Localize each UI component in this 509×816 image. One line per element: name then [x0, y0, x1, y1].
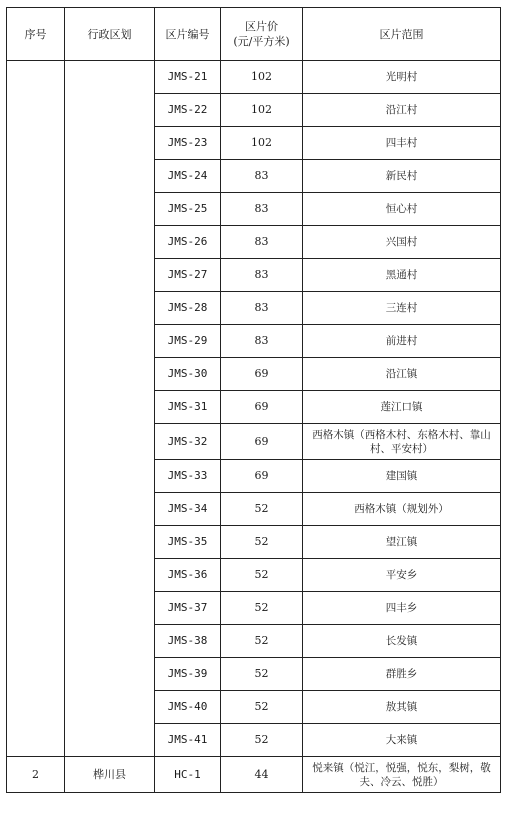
cell-code: JMS-25: [155, 193, 221, 226]
header-price-line2: (元/平方米): [233, 35, 290, 48]
cell-code: JMS-39: [155, 658, 221, 691]
cell-range: 莲江口镇: [303, 391, 501, 424]
cell-range: 四丰乡: [303, 592, 501, 625]
cell-price: 102: [221, 61, 303, 94]
cell-price: 69: [221, 391, 303, 424]
cell-seq-merged: [7, 61, 65, 757]
table-row: [7, 61, 501, 94]
header-price-line1: 区片价: [245, 20, 278, 33]
cell-price: 69: [221, 358, 303, 391]
cell-district-merged: [65, 61, 155, 757]
cell-range: 沿江村: [303, 94, 501, 127]
cell-range: 三连村: [303, 292, 501, 325]
cell-code: JMS-28: [155, 292, 221, 325]
cell-code: JMS-33: [155, 460, 221, 493]
cell-range: 望江镇: [303, 526, 501, 559]
cell-price: 52: [221, 526, 303, 559]
cell-price: 69: [221, 460, 303, 493]
cell-price: 52: [221, 559, 303, 592]
cell-code: JMS-41: [155, 724, 221, 757]
cell-range: 前进村: [303, 325, 501, 358]
cell-code: JMS-36: [155, 559, 221, 592]
land-price-table: [6, 7, 501, 793]
cell-price: 52: [221, 691, 303, 724]
cell-range: 西格木镇（西格木村、东格木村、靠山村、平安村）: [303, 424, 501, 460]
cell-price: 44: [221, 757, 303, 793]
cell-range: 西格木镇（规划外）: [303, 493, 501, 526]
cell-range: 平安乡: [303, 559, 501, 592]
cell-code: JMS-22: [155, 94, 221, 127]
cell-price: 52: [221, 724, 303, 757]
cell-code: JMS-23: [155, 127, 221, 160]
cell-price: 102: [221, 127, 303, 160]
cell-code: JMS-21: [155, 61, 221, 94]
cell-price: 83: [221, 259, 303, 292]
cell-code: JMS-24: [155, 160, 221, 193]
header-seq: 序号: [7, 8, 65, 61]
cell-range: 黑通村: [303, 259, 501, 292]
cell-code: JMS-37: [155, 592, 221, 625]
cell-range: 长发镇: [303, 625, 501, 658]
header-code: 区片编号: [155, 8, 221, 61]
cell-price: 83: [221, 292, 303, 325]
cell-price: 83: [221, 226, 303, 259]
cell-range: 恒心村: [303, 193, 501, 226]
header-district: 行政区划: [65, 8, 155, 61]
cell-code: JMS-29: [155, 325, 221, 358]
cell-code: JMS-26: [155, 226, 221, 259]
cell-code: JMS-35: [155, 526, 221, 559]
cell-code: HC-1: [155, 757, 221, 793]
cell-code: JMS-34: [155, 493, 221, 526]
cell-range: 光明村: [303, 61, 501, 94]
cell-range: 悦来镇（悦江，悦强，悦东，梨树，敬夫、冷云、悦胜）: [303, 757, 501, 793]
header-price: [221, 8, 303, 61]
table-header-row: [7, 8, 501, 61]
cell-range: 兴国村: [303, 226, 501, 259]
cell-price: 52: [221, 592, 303, 625]
cell-range: 建国镇: [303, 460, 501, 493]
cell-price: 52: [221, 658, 303, 691]
cell-code: JMS-32: [155, 424, 221, 460]
cell-code: JMS-40: [155, 691, 221, 724]
cell-range: 群胜乡: [303, 658, 501, 691]
cell-price: 52: [221, 625, 303, 658]
table-body: [7, 61, 501, 793]
land-price-table-sheet: [6, 7, 501, 793]
header-range: 区片范围: [303, 8, 501, 61]
cell-code: JMS-31: [155, 391, 221, 424]
cell-range: 敖其镇: [303, 691, 501, 724]
cell-range: 新民村: [303, 160, 501, 193]
cell-code: JMS-27: [155, 259, 221, 292]
cell-price: 69: [221, 424, 303, 460]
cell-seq: 2: [7, 757, 65, 793]
cell-range: 四丰村: [303, 127, 501, 160]
cell-price: 83: [221, 193, 303, 226]
cell-price: 83: [221, 325, 303, 358]
cell-range: 大来镇: [303, 724, 501, 757]
cell-code: JMS-30: [155, 358, 221, 391]
cell-district: 桦川县: [65, 757, 155, 793]
cell-price: 102: [221, 94, 303, 127]
cell-price: 52: [221, 493, 303, 526]
cell-code: JMS-38: [155, 625, 221, 658]
table-row-hc1: [7, 757, 501, 793]
cell-range: 沿江镇: [303, 358, 501, 391]
cell-price: 83: [221, 160, 303, 193]
